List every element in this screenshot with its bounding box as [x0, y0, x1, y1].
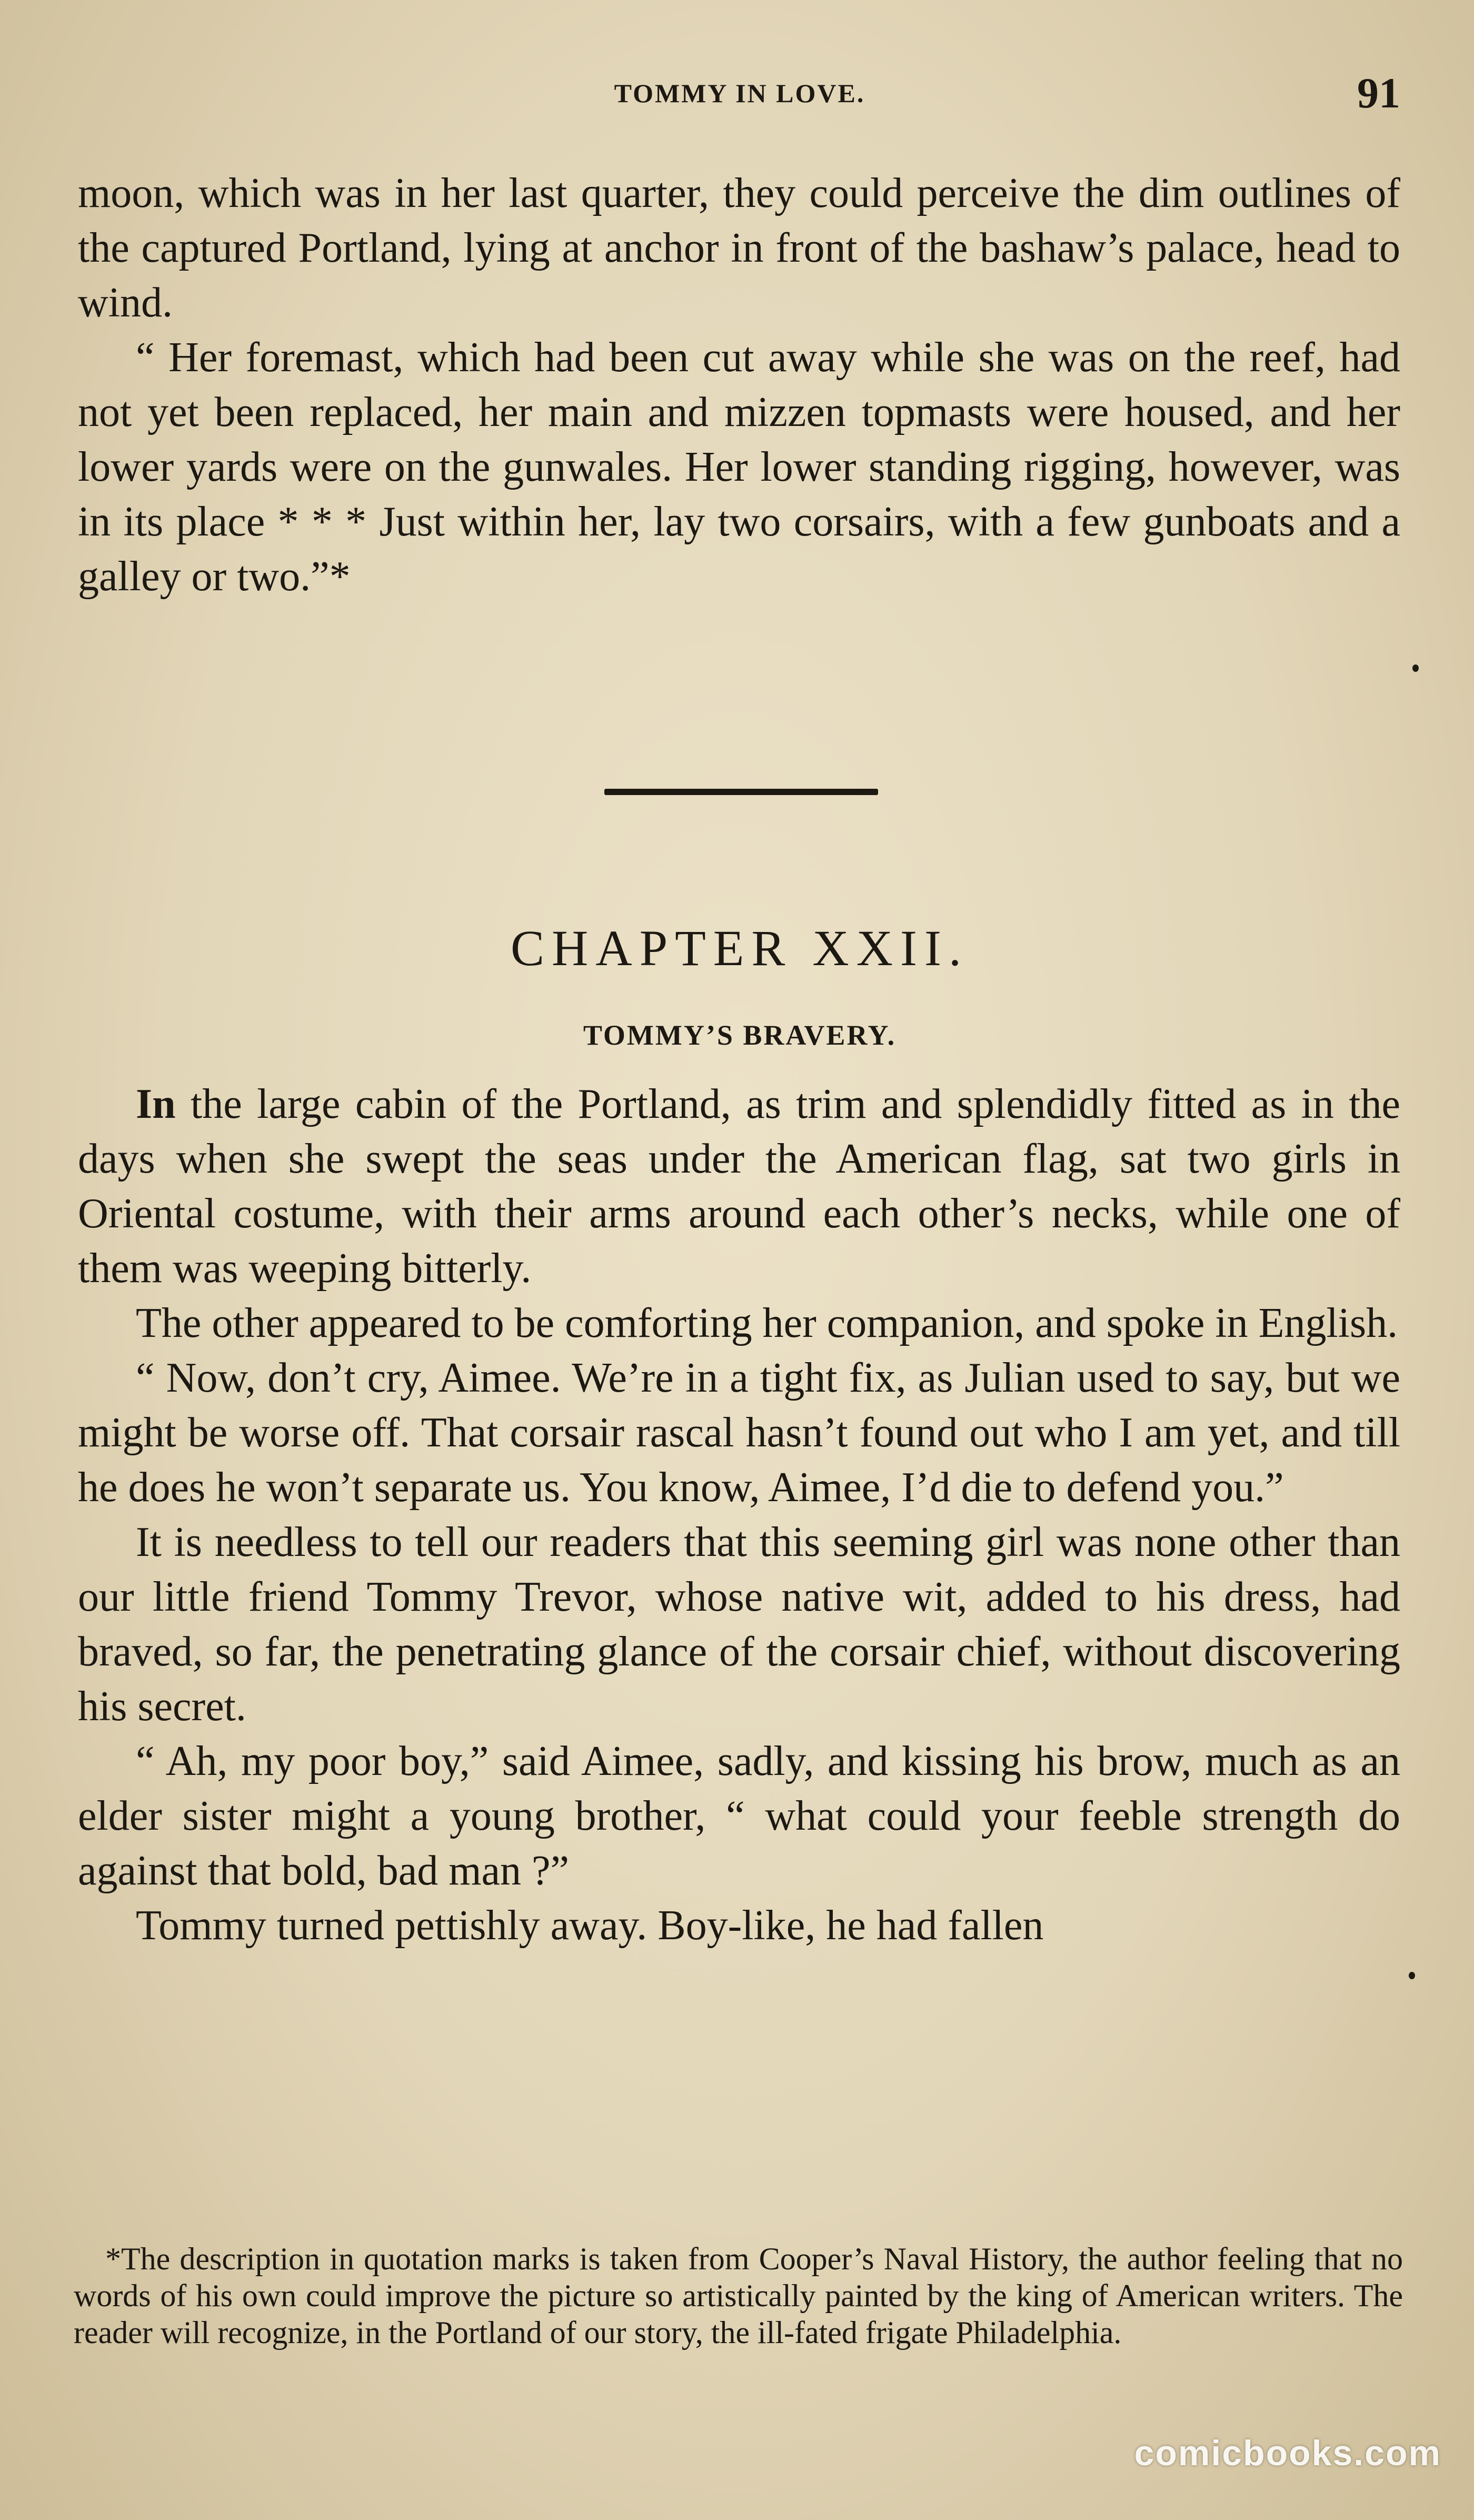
- opening-word: In: [136, 1081, 176, 1127]
- paragraph: “ Her foremast, which had been cut away while she was on the reef, had not yet been replaced, her main and mizzen topmasts were housed, and her lower yards were on the gunwales. Her lower standing rigging, however, was in its place * * * Just within her, lay two corsairs, with a few gunboats and a galley or two.”*: [78, 334, 1400, 600]
- running-header: [79, 68, 1400, 126]
- running-title: TOMMY IN LOVE.: [614, 78, 865, 108]
- paragraph: It is needless to tell our readers that this seeming girl was none other than our little friend Tommy Trevor, whose native wit, added to his dress, had braved, so far, the penetrating glance of the corsair chief, without discovering his secret.: [78, 1519, 1400, 1730]
- paragraph: Tommy turned pettishly away. Boy-like, he had fallen: [136, 1902, 1044, 1949]
- paragraph: moon, which was in her last quarter, they could perceive the dim outlines of the captured Portland, lying at anchor in front of the bashaw’s palace, head to wind.: [78, 170, 1400, 326]
- ink-speck: [1412, 664, 1419, 672]
- footnote: [74, 2240, 1403, 2351]
- opening-paragraph-text: the large cabin of the Portland, as trim and splendidly fitted as in the days when she swept the seas under the American flag, sat two girls in Oriental costume, with their arms around each other’s necks, while one of them was weeping bitterly.: [78, 1081, 1400, 1292]
- watermark: comicbooks.com: [1134, 2433, 1441, 2473]
- footnote-text: *The description in quotation marks is taken from Cooper’s Naval History, the author feeling that no words of his own could improve the picture so artistically painted by the king of American writers. The reader will recognize, in the Portland of our story, the ill-fated frigate Philadelphia.: [74, 2241, 1403, 2350]
- paragraph: The other appeared to be comforting her companion, and spoke in English.: [136, 1300, 1398, 1346]
- continued-text: [78, 166, 1400, 604]
- chapter-heading: CHAPTER XXII.: [511, 920, 969, 976]
- chapter-subtitle: TOMMY’S BRAVERY.: [583, 1019, 897, 1051]
- paragraph: “ Now, don’t cry, Aimee. We’re in a tight fix, as Julian used to say, but we might be worse off. That corsair rascal hasn’t found out who I am yet, and till he does he won’t separate us. You know, Aimee, I’d die to defend you.”: [78, 1355, 1400, 1511]
- paragraph: “ Ah, my poor boy,” said Aimee, sadly, and kissing his brow, much as an elder sister might a young brother, “ what could your feeble strength do against that bold, bad man ?”: [78, 1738, 1400, 1894]
- chapter-divider-rule: [604, 789, 878, 795]
- ink-speck: [1409, 1972, 1415, 1979]
- page-number: 91: [1357, 69, 1400, 117]
- opening-paragraph: [78, 1077, 1400, 1296]
- chapter-text: [78, 1077, 1400, 1953]
